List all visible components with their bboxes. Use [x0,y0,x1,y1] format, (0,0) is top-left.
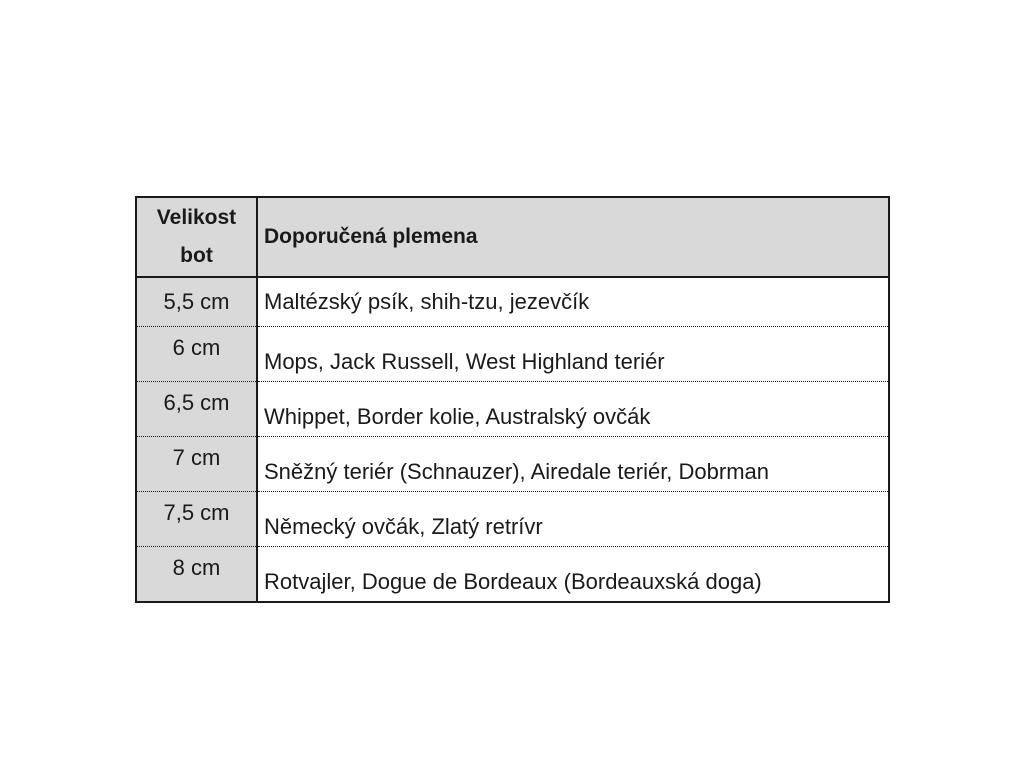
table-row [136,437,889,492]
breeds-cell: Mops, Jack Russell, West Highland teriér [257,327,889,382]
size-cell: 7,5 cm [136,492,257,547]
table-row [136,547,889,603]
table-header [136,197,889,277]
size-cell: 6,5 cm [136,382,257,437]
breeds-cell: Sněžný teriér (Schnauzer), Airedale teriér, Dobrman [257,437,889,492]
table-row [136,327,889,382]
header-row [136,197,889,277]
header-recommended-breeds: Doporučená plemena [257,197,889,277]
breeds-cell: Německý ovčák, Zlatý retrívr [257,492,889,547]
size-cell: 5,5 cm [136,277,257,327]
table-row [136,382,889,437]
size-cell: 6 cm [136,327,257,382]
shoe-size-table [135,196,890,603]
header-shoe-size-line2: bot [180,244,213,267]
size-cell: 8 cm [136,547,257,603]
size-cell: 7 cm [136,437,257,492]
breeds-cell: Rotvajler, Dogue de Bordeaux (Bordeauxská doga) [264,569,762,594]
header-shoe-size [136,197,257,277]
table-row [136,492,889,547]
breeds-cell: Maltézský psík, shih-tzu, jezevčík [257,277,889,327]
table-body [136,277,889,602]
breeds-cell: Whippet, Border kolie, Australský ovčák [257,382,889,437]
header-shoe-size-line1: Velikost [156,206,237,229]
table-row [136,277,889,327]
